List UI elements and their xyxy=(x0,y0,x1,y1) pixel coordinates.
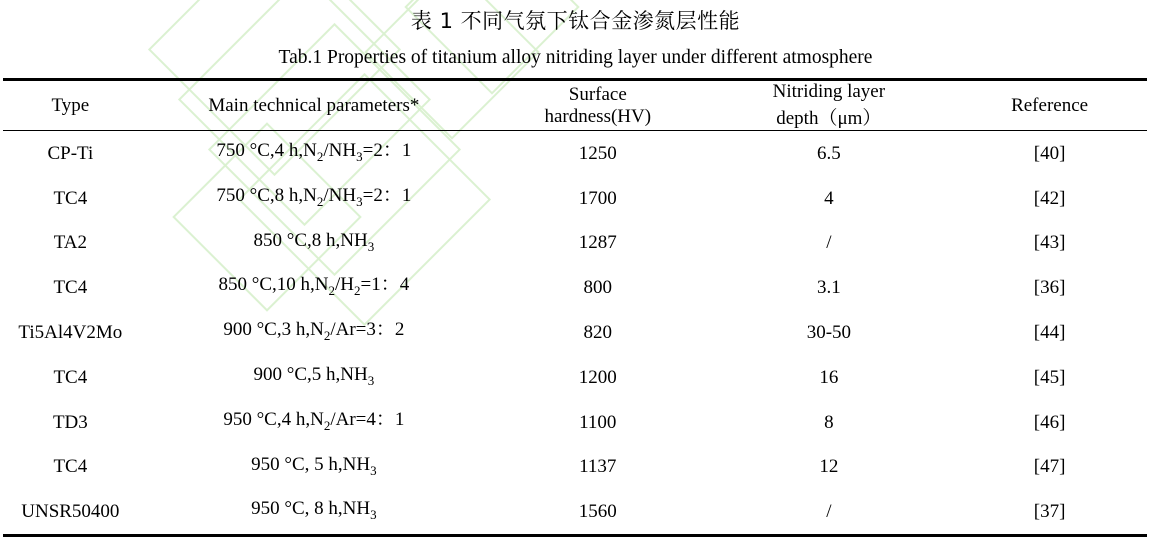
cell-type: TC4 xyxy=(53,277,88,299)
cell-reference: [46] xyxy=(1033,411,1066,433)
cell-nitriding-depth: 6.5 xyxy=(816,142,841,164)
cell-parameters: 950 °C,4 $h,N_2/Ar=4$：1 xyxy=(223,408,405,433)
cell-surface-hardness: 1250 xyxy=(578,142,617,164)
cell-type: TC4 xyxy=(53,456,88,478)
subscript: 2 xyxy=(316,193,324,209)
table-row xyxy=(3,400,1147,445)
table-title-english: Tab.1 Properties of titanium alloy nitriding layer under different atmosphere xyxy=(278,47,873,68)
cell-type: TA2 xyxy=(53,232,87,254)
cell-parameters: 850 °C,10 $h,N_2/H_2=1$：4 xyxy=(218,274,410,299)
cell-nitriding-depth: / xyxy=(826,501,832,523)
cell-type: UNSR50400 xyxy=(21,501,120,523)
cell-reference: [44] xyxy=(1033,322,1066,344)
cell-surface-hardness: 1137 xyxy=(579,456,617,478)
subscript: 3 xyxy=(367,238,375,254)
cell-nitriding-depth: / xyxy=(826,232,832,254)
cell-type: CP-Ti xyxy=(47,142,94,164)
cell-type: TC4 xyxy=(53,366,88,388)
header-surface-hardness xyxy=(490,81,706,131)
header-parameters: Main technical parameters* xyxy=(208,94,420,116)
cell-surface-hardness: 1100 xyxy=(579,411,617,433)
header-surface-hardness-line2: hardness(HV) xyxy=(544,105,652,127)
cell-reference: [45] xyxy=(1033,366,1066,388)
cell-parameters: 900 °C,3 $h,N_2/Ar=3$：2 xyxy=(223,319,405,343)
subscript: 3 xyxy=(356,193,363,209)
header-nitriding-depth xyxy=(706,81,953,131)
subscript: 2 xyxy=(354,283,361,299)
cell-reference: [36] xyxy=(1033,277,1066,299)
cell-nitriding-depth: 30-50 xyxy=(806,322,852,344)
table-row xyxy=(3,176,1147,221)
header-type: Type xyxy=(51,94,90,116)
cell-surface-hardness: 1560 xyxy=(578,501,617,523)
cell-surface-hardness: 1200 xyxy=(578,366,617,388)
cell-surface-hardness: 820 xyxy=(583,322,613,344)
cell-parameters: 850 °C,8 $h,NH_3$ xyxy=(253,229,375,254)
table-row xyxy=(3,489,1147,535)
subscript: 3 xyxy=(370,507,377,523)
cell-reference: [40] xyxy=(1033,142,1066,164)
table-title-chinese: 表 1 不同气氛下钛合金渗氮层性能 xyxy=(410,9,741,33)
cell-parameters: 950 °C, 5 $h,NH_3$ xyxy=(251,453,377,478)
cell-parameters: 950 °C, 8 $h,NH_3$ xyxy=(251,498,377,523)
table-body xyxy=(3,131,1147,536)
cell-reference: [43] xyxy=(1033,232,1066,254)
cell-type: Ti5Al4V2Mo xyxy=(18,322,123,344)
subscript: 3 xyxy=(370,462,377,478)
cell-reference: [42] xyxy=(1033,187,1066,209)
subscript: 2 xyxy=(328,283,335,299)
header-surface-hardness-line1: Surface xyxy=(568,83,627,105)
table-rule-bottom xyxy=(3,536,1147,538)
cell-surface-hardness: 1287 xyxy=(578,232,617,254)
header-reference: Reference xyxy=(1011,94,1089,116)
cell-nitriding-depth: 12 xyxy=(819,456,839,478)
cell-type: TD3 xyxy=(52,411,88,433)
cell-surface-hardness: 800 xyxy=(583,277,613,299)
subscript: 3 xyxy=(356,148,363,164)
table-row xyxy=(3,265,1147,310)
cell-nitriding-depth: 4 xyxy=(824,187,834,209)
cell-nitriding-depth: 3.1 xyxy=(816,277,841,299)
cell-reference: [47] xyxy=(1033,456,1066,478)
table-row xyxy=(3,131,1147,176)
table-row xyxy=(3,310,1147,355)
cell-type: TC4 xyxy=(53,187,88,209)
cell-surface-hardness: 1700 xyxy=(578,187,617,209)
subscript: 2 xyxy=(323,327,331,343)
subscript: 2 xyxy=(323,417,331,433)
cell-parameters: 750 °C,8 $h,N_2/NH_3=2$：1 xyxy=(216,184,412,209)
table-row xyxy=(3,445,1147,490)
cell-nitriding-depth: 8 xyxy=(824,411,834,433)
cell-nitriding-depth: 16 xyxy=(819,366,839,388)
header-nitriding-depth-line1: Nitriding layer xyxy=(772,81,886,102)
cell-parameters: 900 °C,5 $h,NH_3$ xyxy=(253,363,375,388)
table-header-row xyxy=(3,81,1147,131)
table-row xyxy=(3,355,1147,400)
cell-parameters: 750 °C,4 $h,N_2/NH_3=2$：1 xyxy=(216,140,412,164)
header-nitriding-depth-line2: depth（μm） xyxy=(776,108,882,129)
subscript: 3 xyxy=(367,372,375,388)
cell-reference: [37] xyxy=(1033,501,1066,523)
table-row xyxy=(3,221,1147,266)
nitriding-properties-table xyxy=(3,78,1147,537)
subscript: 2 xyxy=(316,148,324,164)
